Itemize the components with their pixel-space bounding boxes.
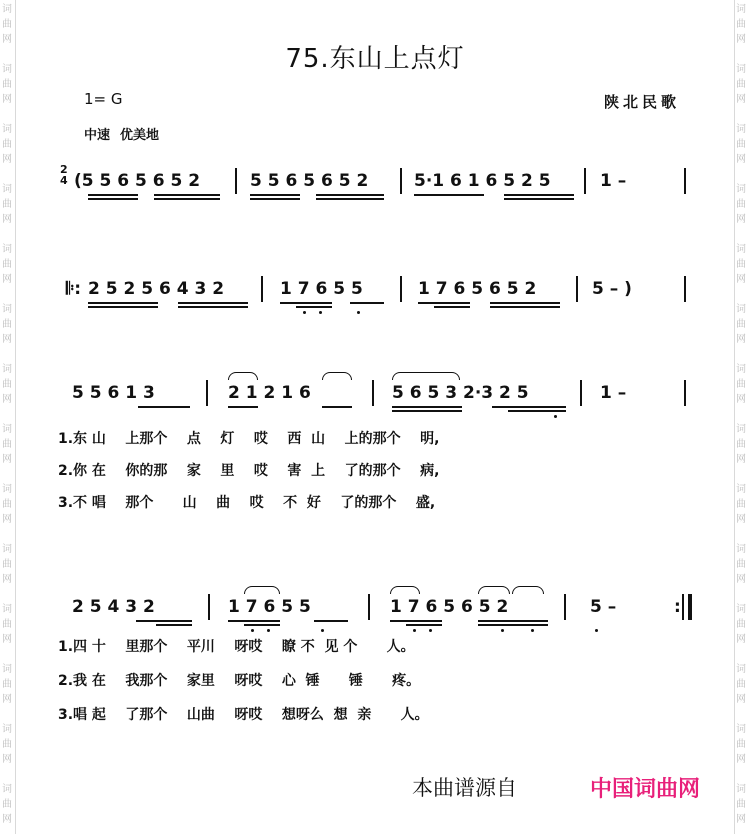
slur (228, 372, 258, 380)
watermark-glyph: 曲 (2, 319, 12, 330)
beam-line (504, 198, 574, 200)
watermark-glyph: 网 (736, 514, 746, 525)
song-title: 75.东山上点灯 (285, 44, 465, 74)
watermark-glyph-group (736, 122, 746, 167)
time-signature (60, 164, 68, 186)
watermark-glyph: 曲 (736, 739, 746, 750)
watermark-glyph-group (2, 302, 12, 347)
watermark-glyph-group (736, 662, 746, 707)
watermark-glyph: 曲 (736, 139, 746, 150)
watermark-glyph: 词 (736, 64, 746, 75)
watermark-glyph: 网 (736, 814, 746, 825)
measure: 1 7 6 5 6 5 2 (390, 597, 509, 617)
watermark-glyph: 曲 (736, 559, 746, 570)
beam-line (490, 302, 560, 304)
watermark-glyph: 网 (2, 34, 12, 45)
slur (392, 372, 460, 380)
watermark-glyph: 词 (736, 304, 746, 315)
beam-line (504, 194, 574, 196)
watermark-glyph: 网 (736, 154, 746, 165)
tempo-speed: 中速 (84, 128, 111, 143)
barline (400, 276, 402, 302)
beam-line (88, 302, 158, 304)
measure: 1 – (600, 383, 627, 403)
barline (400, 168, 402, 194)
repeat-end-sign: : (674, 597, 681, 617)
barline (208, 594, 210, 620)
slur (322, 372, 352, 380)
beam-line (390, 620, 442, 622)
measure: 5 6 5 3 2·3 2 5 (392, 383, 529, 403)
slur (478, 586, 510, 594)
repeat-start-sign: 𝄆: (66, 279, 82, 299)
watermark-glyph: 词 (2, 484, 12, 495)
watermark-glyph: 曲 (2, 439, 12, 450)
beam-line (136, 620, 192, 622)
watermark-glyph: 曲 (2, 679, 12, 690)
watermark-glyph: 网 (2, 754, 12, 765)
watermark-glyph-group (736, 422, 746, 467)
watermark-glyph-group (736, 722, 746, 767)
watermark-glyph-group (2, 662, 12, 707)
beam-line (178, 306, 248, 308)
beam-line (508, 410, 566, 412)
lower-octave-dot (554, 415, 557, 418)
watermark-glyph-group (736, 182, 746, 227)
watermark-glyph: 网 (2, 694, 12, 705)
watermark-glyph: 网 (2, 94, 12, 105)
measure: 1 7 6 5 6 5 2 (418, 279, 537, 299)
watermark-glyph: 曲 (2, 139, 12, 150)
watermark-glyph: 网 (2, 334, 12, 345)
lyric-line: 2.我 在 我那个 家里 呀哎 心 锤 锤 疼。 (58, 673, 421, 689)
beam-line (88, 194, 138, 196)
watermark-glyph: 词 (736, 4, 746, 15)
beam-line (280, 302, 332, 304)
beam-line (350, 302, 384, 304)
beam-line (244, 624, 280, 626)
watermark-glyph: 词 (736, 544, 746, 555)
watermark-glyph: 网 (736, 274, 746, 285)
watermark-glyph: 曲 (2, 499, 12, 510)
lower-octave-dot (501, 629, 504, 632)
time-signature-top: 2 (60, 163, 68, 176)
watermark-glyph: 词 (2, 304, 12, 315)
watermark-glyph: 曲 (736, 499, 746, 510)
tempo-marking (84, 124, 159, 143)
watermark-glyph: 词 (2, 124, 12, 135)
lyric-line: 1.东 山 上那个 点 灯 哎 西 山 上的那个 明, (58, 431, 440, 447)
barline (584, 168, 586, 194)
measure: 1 7 6 5 5 (228, 597, 311, 617)
beam-line (228, 620, 280, 622)
watermark-glyph: 曲 (2, 199, 12, 210)
measure: (5 5 6 5 6 5 2 (74, 171, 201, 191)
slur (244, 586, 280, 594)
lyric-line: 1.四 十 里那个 平川 呀哎 瞭 不 见 个 人。 (58, 639, 415, 655)
beam-line (434, 306, 470, 308)
beam-line (322, 406, 352, 408)
right-watermark-strip (734, 0, 750, 834)
lower-octave-dot (357, 311, 360, 314)
beam-line (250, 194, 300, 196)
lower-octave-dot (267, 629, 270, 632)
beam-line (88, 306, 158, 308)
watermark-glyph: 曲 (736, 259, 746, 270)
watermark-glyph: 词 (2, 724, 12, 735)
watermark-glyph: 词 (736, 124, 746, 135)
watermark-glyph: 曲 (736, 799, 746, 810)
barline (206, 380, 208, 406)
watermark-glyph: 词 (2, 64, 12, 75)
measure: 1 – (600, 171, 627, 191)
watermark-glyph: 词 (2, 184, 12, 195)
watermark-glyph: 词 (2, 544, 12, 555)
source-label: 本曲谱源自 (412, 776, 517, 800)
beam-line (392, 410, 462, 412)
score-row-1 (60, 163, 700, 226)
barline (684, 276, 686, 302)
watermark-glyph: 词 (2, 4, 12, 15)
left-watermark-strip (0, 0, 16, 834)
watermark-glyph: 曲 (2, 799, 12, 810)
watermark-glyph: 曲 (736, 379, 746, 390)
watermark-glyph-group (2, 182, 12, 227)
key-signature: 1= G (84, 90, 123, 108)
site-name[interactable]: 中国词曲网 (590, 777, 701, 802)
score-row-2 (60, 274, 700, 334)
watermark-glyph: 曲 (2, 19, 12, 30)
watermark-glyph: 词 (736, 604, 746, 615)
beam-line (418, 302, 470, 304)
watermark-glyph: 曲 (736, 79, 746, 90)
watermark-glyph: 网 (736, 694, 746, 705)
beam-line (414, 194, 484, 196)
beam-line (154, 194, 220, 196)
beam-line (228, 406, 258, 408)
watermark-glyph-group (2, 422, 12, 467)
barline (684, 168, 686, 194)
barline (576, 276, 578, 302)
watermark-glyph: 网 (736, 334, 746, 345)
watermark-glyph: 网 (2, 394, 12, 405)
measure: 2 5 4 3 2 (72, 597, 155, 617)
watermark-glyph: 曲 (736, 619, 746, 630)
tempo-expression: 优美地 (120, 128, 160, 143)
lyric-line: 3.不 唱 那个 山 曲 哎 不 好 了的那个 盛, (58, 495, 436, 511)
slur (512, 586, 544, 594)
beam-line (88, 198, 138, 200)
measure: 1 7 6 5 5 (280, 279, 363, 299)
watermark-glyph: 曲 (736, 679, 746, 690)
measure: 5 – ) (592, 279, 632, 299)
beam-line (296, 306, 332, 308)
beam-line (138, 406, 190, 408)
lower-octave-dot (413, 629, 416, 632)
watermark-glyph: 网 (736, 754, 746, 765)
watermark-glyph-group (2, 242, 12, 287)
measure: 2 5 2 5 6 4 3 2 (88, 279, 225, 299)
watermark-glyph: 网 (2, 214, 12, 225)
watermark-glyph: 曲 (2, 259, 12, 270)
watermark-glyph: 网 (2, 574, 12, 585)
watermark-glyph-group (2, 722, 12, 767)
watermark-glyph: 网 (2, 274, 12, 285)
watermark-glyph: 网 (2, 454, 12, 465)
watermark-glyph: 曲 (736, 19, 746, 30)
beam-line (316, 198, 384, 200)
watermark-glyph: 曲 (736, 199, 746, 210)
watermark-glyph: 网 (2, 514, 12, 525)
watermark-glyph: 词 (736, 244, 746, 255)
lower-octave-dot (321, 629, 324, 632)
lower-octave-dot (303, 311, 306, 314)
measure: 5 – (590, 597, 617, 617)
watermark-glyph: 词 (736, 364, 746, 375)
barline (372, 380, 374, 406)
measure: 5 5 6 1 3 (72, 383, 155, 403)
watermark-glyph: 网 (736, 454, 746, 465)
beam-line (478, 620, 548, 622)
watermark-glyph-group (736, 542, 746, 587)
beam-line (178, 302, 248, 304)
barline (564, 594, 566, 620)
watermark-glyph-group (736, 482, 746, 527)
watermark-glyph: 网 (2, 154, 12, 165)
watermark-glyph: 词 (736, 424, 746, 435)
beam-line (406, 624, 442, 626)
watermark-glyph: 曲 (2, 739, 12, 750)
watermark-glyph: 网 (736, 214, 746, 225)
watermark-glyph: 网 (2, 814, 12, 825)
song-attribution: 陕北民歌 (604, 93, 681, 111)
measure: 5·1 6 1 6 5 2 5 (414, 171, 551, 191)
watermark-glyph-group (736, 602, 746, 647)
beam-line (156, 624, 192, 626)
beam-line (478, 624, 548, 626)
watermark-glyph: 网 (736, 34, 746, 45)
beam-line (316, 194, 384, 196)
watermark-glyph: 词 (2, 604, 12, 615)
watermark-glyph: 词 (736, 784, 746, 795)
beam-line (154, 198, 220, 200)
barline (682, 594, 684, 620)
measure: 5 5 6 5 6 5 2 (250, 171, 369, 191)
barline (368, 594, 370, 620)
barline (261, 276, 263, 302)
watermark-glyph-group (736, 302, 746, 347)
beam-line (490, 306, 560, 308)
watermark-glyph: 词 (2, 244, 12, 255)
watermark-glyph: 网 (736, 634, 746, 645)
watermark-glyph: 曲 (2, 379, 12, 390)
watermark-glyph: 曲 (2, 79, 12, 90)
watermark-glyph-group (2, 602, 12, 647)
watermark-glyph-group (2, 782, 12, 827)
watermark-glyph: 网 (736, 394, 746, 405)
beam-line (250, 198, 300, 200)
watermark-glyph: 词 (736, 664, 746, 675)
lower-octave-dot (531, 629, 534, 632)
left-margin-line (15, 0, 16, 834)
barline (580, 380, 582, 406)
watermark-glyph: 词 (736, 724, 746, 735)
watermark-glyph: 词 (2, 424, 12, 435)
watermark-glyph-group (2, 362, 12, 407)
watermark-glyph: 词 (736, 484, 746, 495)
lyric-line: 3.唱 起 了那个 山曲 呀哎 想呀么 想 亲 人。 (58, 707, 429, 723)
watermark-glyph-group (2, 482, 12, 527)
lyric-line: 2.你 在 你的那 家 里 哎 害 上 了的那个 病, (58, 463, 440, 479)
watermark-glyph: 网 (736, 574, 746, 585)
watermark-glyph: 词 (736, 184, 746, 195)
final-barline (688, 594, 692, 620)
watermark-glyph-group (736, 362, 746, 407)
lower-octave-dot (429, 629, 432, 632)
watermark-glyph-group (736, 242, 746, 287)
watermark-glyph: 曲 (736, 319, 746, 330)
lower-octave-dot (595, 629, 598, 632)
watermark-glyph: 网 (736, 94, 746, 105)
measure: 2 1 2 1 6 (228, 383, 311, 403)
slur (390, 586, 420, 594)
time-signature-bottom: 4 (60, 174, 68, 187)
watermark-glyph: 曲 (2, 619, 12, 630)
beam-line (492, 406, 566, 408)
beam-line (314, 620, 348, 622)
lower-octave-dot (251, 629, 254, 632)
beam-line (392, 406, 462, 408)
watermark-glyph-group (2, 122, 12, 167)
watermark-glyph: 曲 (2, 559, 12, 570)
watermark-glyph: 词 (2, 364, 12, 375)
watermark-glyph: 网 (2, 634, 12, 645)
lower-octave-dot (319, 311, 322, 314)
right-margin-line (734, 0, 735, 834)
barline (235, 168, 237, 194)
watermark-glyph: 词 (2, 664, 12, 675)
watermark-glyph-group (2, 542, 12, 587)
watermark-glyph-group (736, 782, 746, 827)
watermark-glyph: 词 (2, 784, 12, 795)
barline (684, 380, 686, 406)
watermark-glyph: 曲 (736, 439, 746, 450)
